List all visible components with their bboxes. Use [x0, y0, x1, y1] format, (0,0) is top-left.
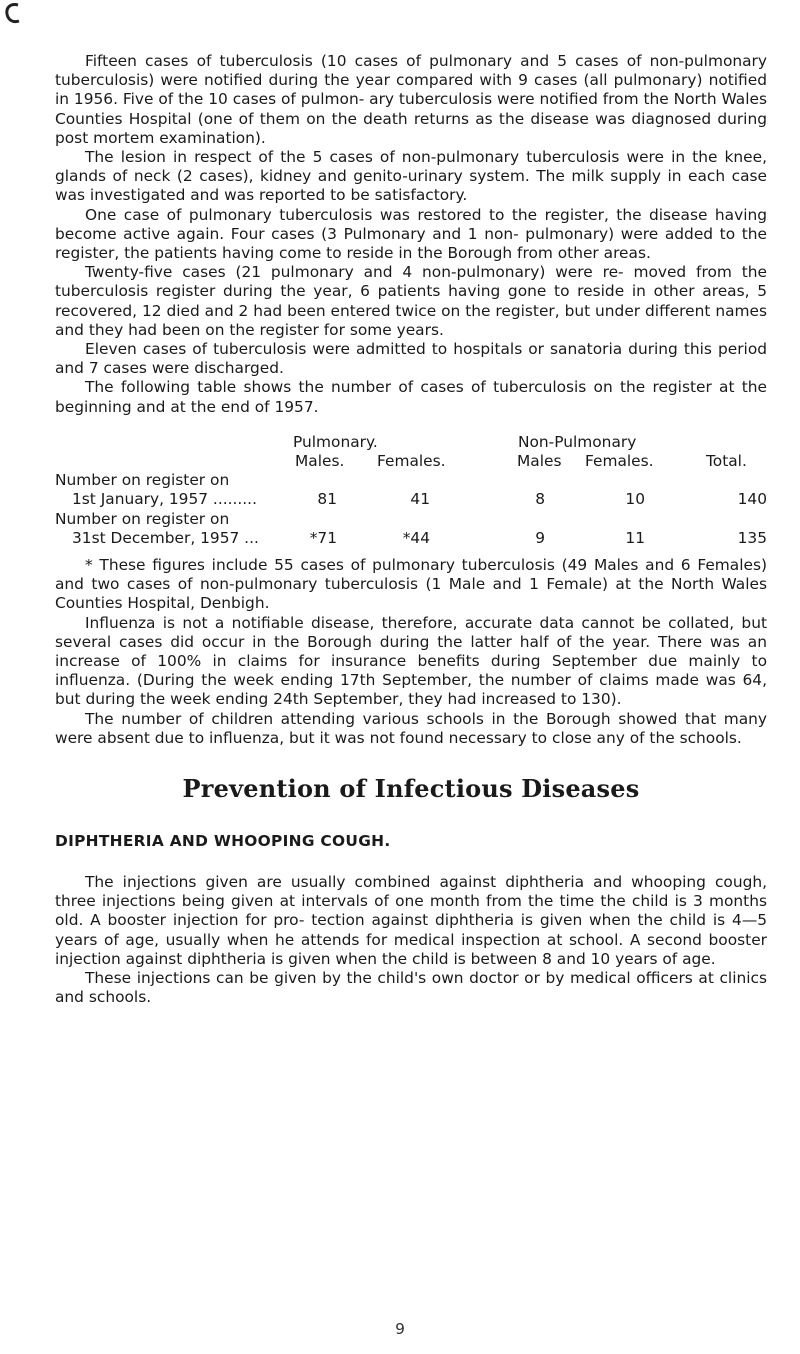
paragraph-3: One case of pulmonary tuberculosis was restored to the register, the disease having become active again. Four cases (3 Pulmonary and 1 non- pulmonary) were added to the register, the patients having come to reside in the Borough from other areas.: [55, 205, 767, 263]
tuberculosis-register-table: [55, 433, 767, 548]
table-column-header: [55, 452, 767, 471]
row-label-date: 31st December, 1957 ...: [72, 528, 259, 547]
diphtheria-paragraph-2: These injections can be given by the child's own doctor or by medical officers at clinics and schools.: [55, 969, 767, 1007]
paragraph-6: The following table shows the number of cases of tuberculosis on the register at the beginning and at the end of 1957.: [55, 378, 767, 416]
cell-pulmonary-females: *44: [402, 528, 430, 547]
subsection-title: DIPHTHERIA AND WHOOPING COUGH.: [55, 832, 391, 851]
influenza-paragraph-2: The number of children attending various schools in the Borough showed that many were absent due to influenza, but it was not found necessary to close any of the schools.: [55, 709, 767, 747]
influenza-section: [55, 614, 767, 748]
diphtheria-section: [55, 873, 767, 1007]
tuberculosis-section: [55, 52, 767, 417]
table-footnote: * These figures include 55 cases of pulmonary tuberculosis (49 Males and 6 Females) and two cases of non-pulmonary tuberculosis (1 Male and 1 Female) at the North Wales Counties Hospital, Denbigh.: [55, 555, 767, 613]
section-title: Prevention of Infectious Diseases: [182, 774, 640, 804]
cell-nonpulmonary-females: 10: [625, 490, 645, 509]
cell-pulmonary-females: 41: [410, 490, 430, 509]
row-label: Number on register on: [55, 509, 230, 528]
page-number: 9: [395, 1320, 405, 1338]
group-non-pulmonary: Non-Pulmonary: [518, 432, 637, 451]
col-np-males: Males: [517, 452, 562, 471]
table-group-header: [55, 433, 767, 452]
paragraph-5: Eleven cases of tuberculosis were admitted to hospitals or sanatoria during this period and 7 cases were discharged.: [55, 340, 767, 378]
table-row: [55, 490, 767, 509]
row-label: Number on register on: [55, 471, 230, 490]
col-np-females: Females.: [585, 452, 654, 471]
table-row: [55, 471, 767, 490]
page-corner-mark: [4, 2, 22, 24]
cell-nonpulmonary-males: 8: [535, 490, 545, 509]
diphtheria-paragraph-1: The injections given are usually combined against diphtheria and whooping cough, three injections being given at intervals of one month from the time the child is 3 months old. A booster injection for pro- tection against diphtheria is given when the child is 4—5 years of age, usually when he attends for medical inspection at school. A second booster injection against diphtheria is given when the child is between 8 and 10 years of age.: [55, 873, 767, 968]
paragraph-1: Fifteen cases of tuberculosis (10 cases of pulmonary and 5 cases of non-pulmonary tuberculosis) were notified during the year compared with 9 cases (all pulmonary) notified in 1956. Five of the 10 cases of pulmon- ary tuberculosis were notified from the North Wales Counties Hospital (one of them on the death returns as the disease was diagnosed during post mortem examination).: [55, 52, 767, 147]
group-pulmonary: Pulmonary.: [293, 432, 378, 451]
paragraph-2: The lesion in respect of the 5 cases of non-pulmonary tuberculosis were in the knee, glands of neck (2 cases), kidney and genito-urinary system. The milk supply in each case was investigated and was reported to be satisfactory.: [55, 148, 767, 205]
document-page: [55, 52, 767, 1007]
table-row: [55, 510, 767, 529]
cell-total: 140: [737, 490, 767, 509]
paragraph-4: Twenty-five cases (21 pulmonary and 4 non-pulmonary) were re- moved from the tuberculosis register during the year, 6 patients having gone to reside in other areas, 5 recovered, 12 died and 2 had been entered twice on the register, but under different names and they had been on the register for some years.: [55, 263, 767, 339]
cell-nonpulmonary-males: 9: [535, 528, 545, 547]
col-total: Total.: [706, 452, 747, 471]
cell-pulmonary-males: *71: [309, 528, 337, 547]
cell-total: 135: [737, 528, 767, 547]
col-males: Males.: [295, 452, 345, 471]
table-row: [55, 529, 767, 548]
row-label-date: 1st January, 1957 .........: [72, 490, 257, 509]
cell-pulmonary-males: 81: [317, 490, 337, 509]
cell-nonpulmonary-females: 11: [625, 528, 645, 547]
influenza-paragraph-1: Influenza is not a notifiable disease, therefore, accurate data cannot be collated, but several cases did occur in the Borough during the latter half of the year. There was an increase of 100% in claims for insurance benefits during September due mainly to influenza. (During the week ending 17th September, the number of claims made was 64, but during the week ending 24th September, they had increased to 130).: [55, 613, 767, 709]
col-females: Females.: [377, 452, 446, 471]
